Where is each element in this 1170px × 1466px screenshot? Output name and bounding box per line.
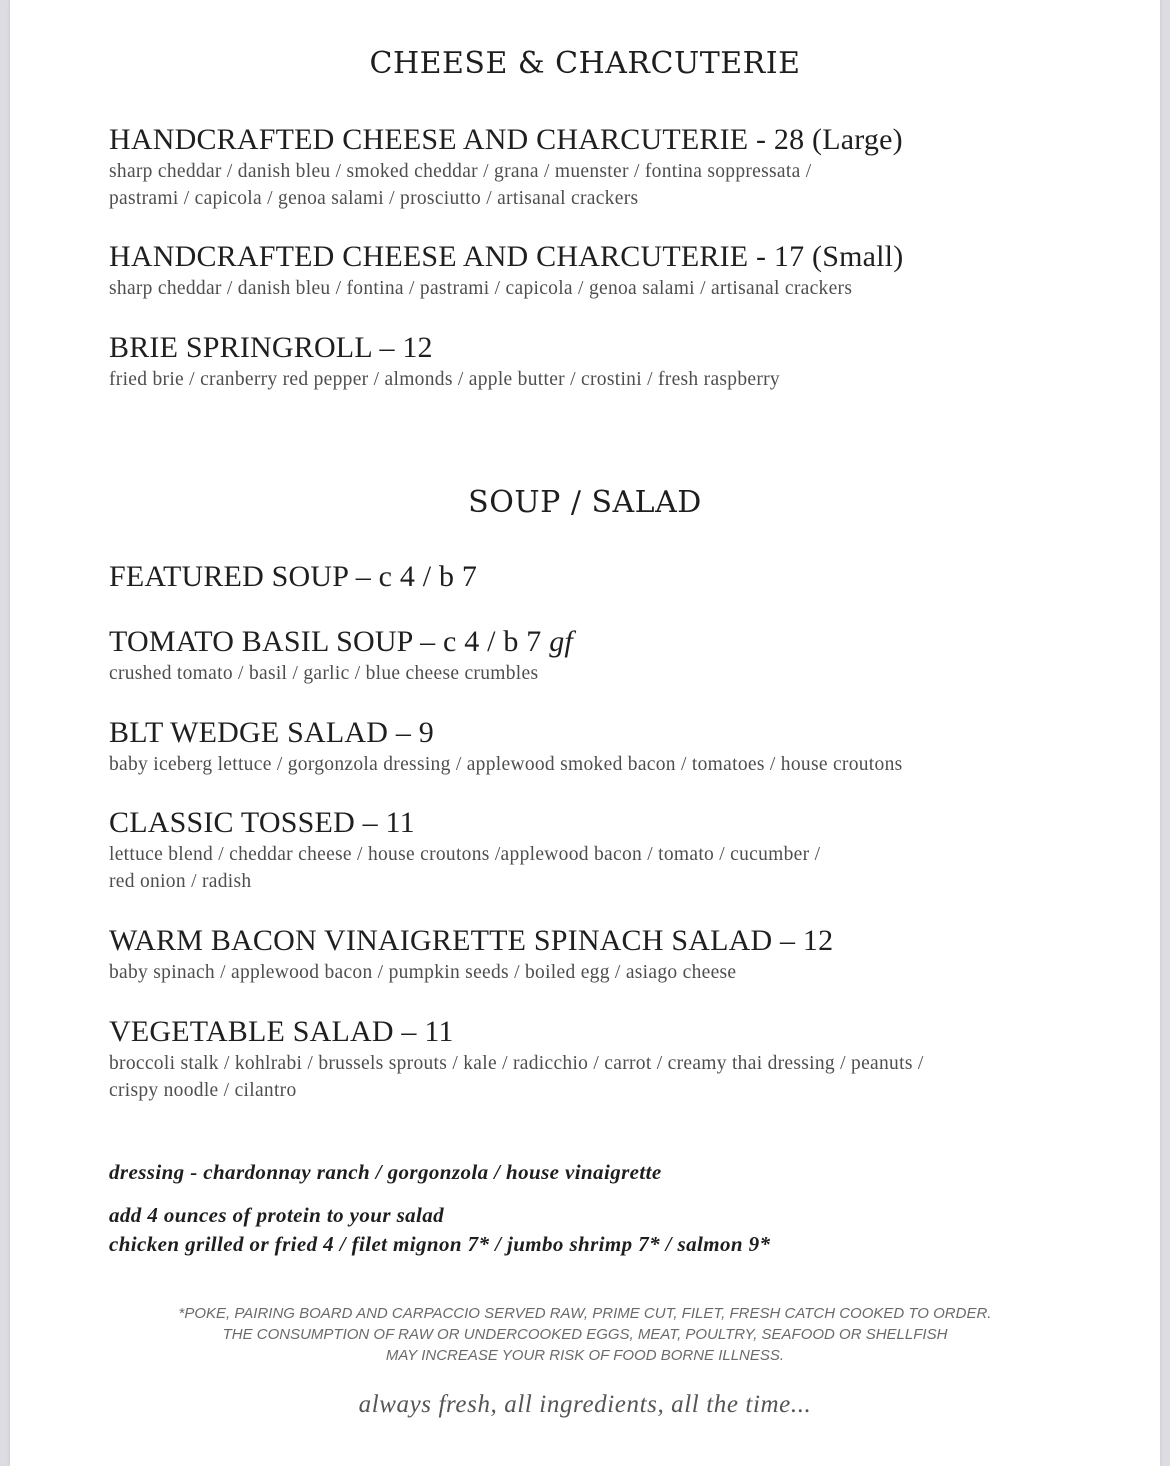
item-description: sharp cheddar / danish bleu / smoked cheddar / grana / muenster / fontina soppressata / <box>109 161 812 182</box>
protein-note <box>109 1201 1089 1259</box>
food-safety-disclaimer <box>10 1303 1160 1366</box>
item-description: pastrami / capicola / genoa salami / prosciutto / artisanal crackers <box>109 188 639 209</box>
disclaimer-line: MAY INCREASE YOUR RISK OF FOOD BORNE ILLNESS. <box>385 1347 785 1364</box>
item-name: FEATURED SOUP – c 4 / b 7 <box>109 560 478 593</box>
item-name: HANDCRAFTED CHEESE AND CHARCUTERIE - 28 (Large) <box>109 123 903 156</box>
protein-note-line: add 4 ounces of protein to your salad <box>109 1203 445 1227</box>
gluten-free-tag: gf <box>549 625 573 658</box>
menu-item-classic-tossed <box>109 805 1069 895</box>
item-description: crushed tomato / basil / garlic / blue cheese crumbles <box>109 663 539 684</box>
item-name: VEGETABLE SALAD – 11 <box>109 1015 454 1048</box>
item-description: sharp cheddar / danish bleu / fontina / pastrami / capicola / genoa salami / artisanal crackers <box>109 278 853 299</box>
dressing-note: dressing - chardonnay ranch / gorgonzola / house vinaigrette <box>109 1160 662 1184</box>
disclaimer-line: THE CONSUMPTION OF RAW OR UNDERCOOKED EGGS, MEAT, POULTRY, SEAFOOD OR SHELLFISH <box>222 1326 948 1343</box>
tagline: always fresh, all ingredients, all the time... <box>358 1391 812 1418</box>
menu-item-tomato-basil-soup <box>109 624 1069 687</box>
item-description: crispy noodle / cilantro <box>109 1080 297 1101</box>
menu-item-vegetable-salad <box>109 1014 1069 1104</box>
item-name: HANDCRAFTED CHEESE AND CHARCUTERIE - 17 (Small) <box>109 240 904 273</box>
item-name: CLASSIC TOSSED – 11 <box>109 806 415 839</box>
menu-item-warm-bacon-spinach-salad <box>109 923 1069 986</box>
item-description: baby spinach / applewood bacon / pumpkin seeds / boiled egg / asiago cheese <box>109 962 737 983</box>
menu-page <box>10 0 1160 1466</box>
menu-item-brie-springroll <box>109 330 1069 393</box>
section-title-cheese-charcuterie: CHEESE & CHARCUTERIE <box>369 46 801 81</box>
menu-item-featured-soup <box>109 559 1069 595</box>
item-name: TOMATO BASIL SOUP – c 4 / b 7 <box>109 625 542 658</box>
item-name-row <box>109 624 1069 660</box>
protein-note-line: chicken grilled or fried 4 / filet mignon 7* / jumbo shrimp 7* / salmon 9* <box>109 1232 771 1256</box>
item-description: baby iceberg lettuce / gorgonzola dressing / applewood smoked bacon / tomatoes / house croutons <box>109 754 903 775</box>
item-description: red onion / radish <box>109 871 252 892</box>
menu-item-charcuterie-large <box>109 122 1069 212</box>
disclaimer-line: *POKE, PAIRING BOARD AND CARPACCIO SERVED RAW, PRIME CUT, FILET, FRESH CATCH COOKED TO ORDER. <box>178 1305 992 1322</box>
item-description: broccoli stalk / kohlrabi / brussels sprouts / kale / radicchio / carrot / creamy thai dressing / peanuts / <box>109 1053 924 1074</box>
item-description: fried brie / cranberry red pepper / almonds / apple butter / crostini / fresh raspberry <box>109 369 780 390</box>
item-name: BRIE SPRINGROLL – 12 <box>109 331 433 364</box>
section-title-soup-salad: SOUP / SALAD <box>468 485 702 520</box>
item-description: lettuce blend / cheddar cheese / house croutons /applewood bacon / tomato / cucumber / <box>109 844 821 865</box>
item-name: BLT WEDGE SALAD – 9 <box>109 716 434 749</box>
menu-item-blt-wedge-salad <box>109 715 1069 778</box>
menu-item-charcuterie-small <box>109 239 1069 302</box>
item-name: WARM BACON VINAIGRETTE SPINACH SALAD – 12 <box>109 924 834 957</box>
